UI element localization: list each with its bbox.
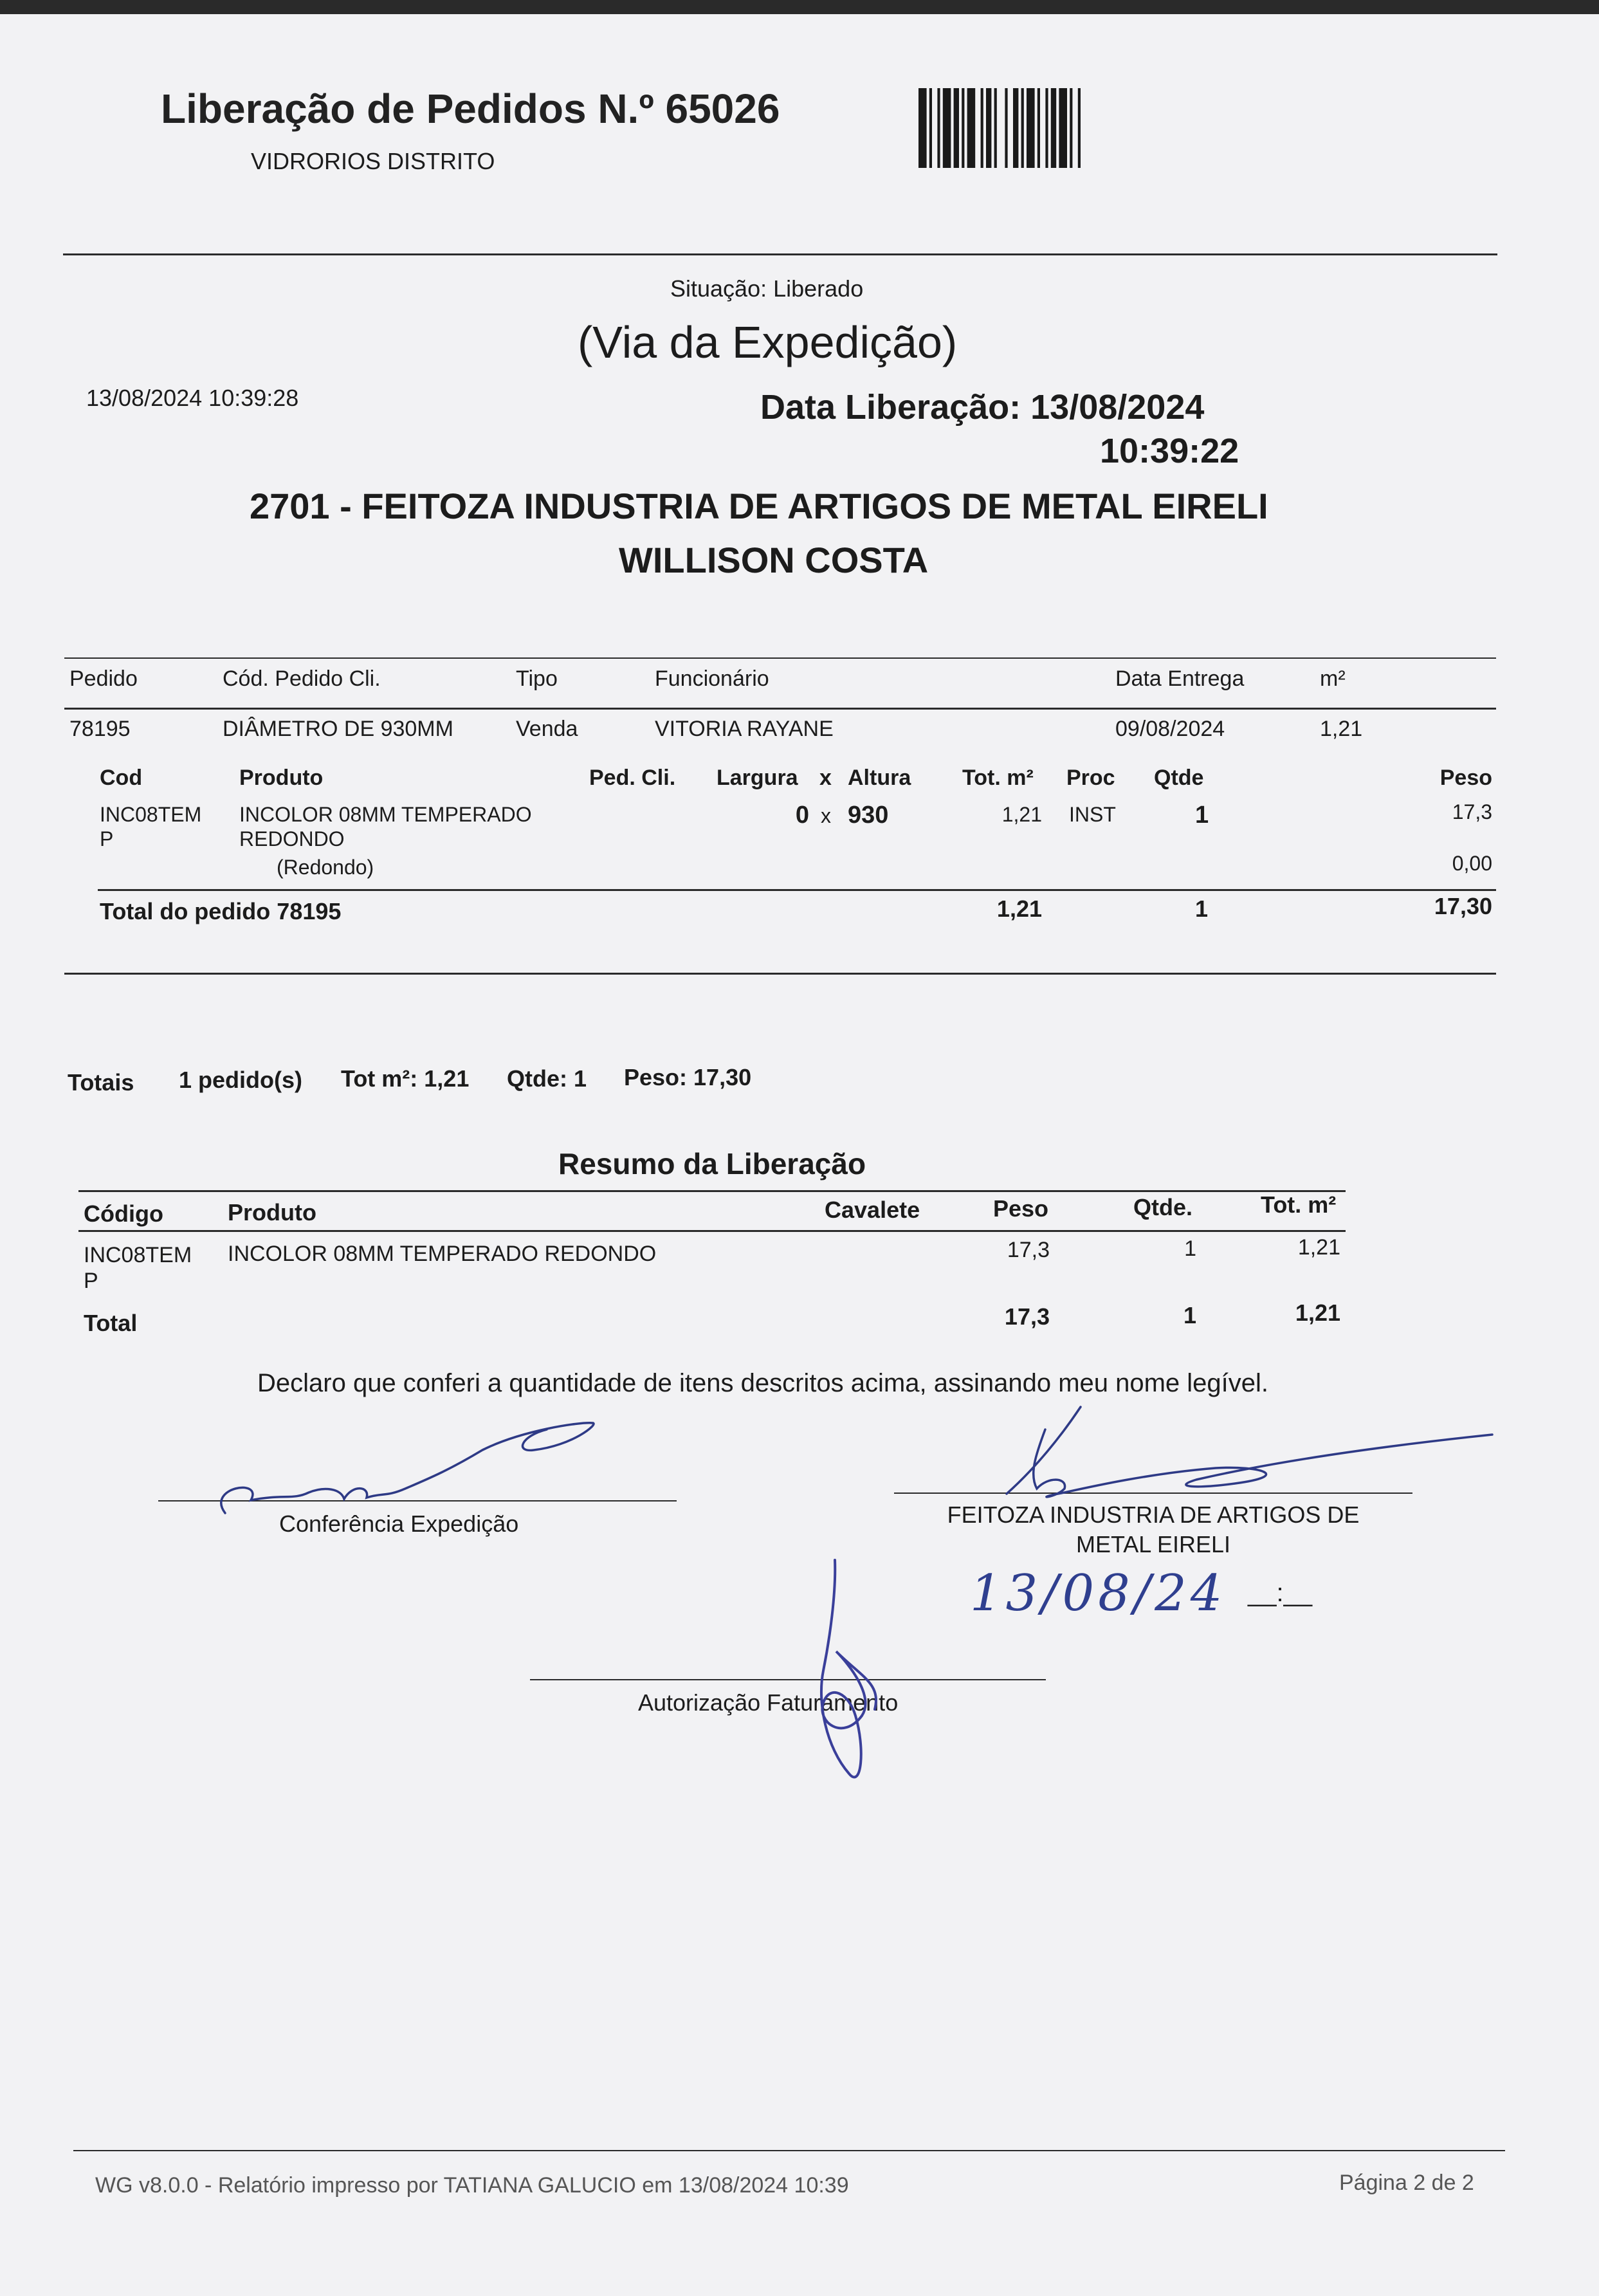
print-datetime: 13/08/2024 10:39:28 (86, 385, 299, 411)
order-cod-cli: DIÂMETRO DE 930MM (223, 717, 453, 741)
col-header-cod-cli: Cód. Pedido Cli. (223, 666, 381, 691)
handwritten-date: 13/08/24 (970, 1565, 1227, 1622)
summary-qtde: 1 (1184, 1236, 1196, 1261)
order-total-m2: 1,21 (996, 895, 1042, 922)
order-total-peso: 17,30 (1434, 893, 1492, 919)
summary-total-label: Total (84, 1310, 138, 1336)
order-section-end-rule (64, 973, 1496, 975)
barcode-icon (918, 88, 1169, 168)
autorizacao-signature-line (530, 1679, 1046, 1680)
summary-header-peso: Peso (993, 1195, 1049, 1222)
footer-page-number: Página 2 de 2 (1339, 2171, 1474, 2195)
totals-tot-m2: Tot m²: 1,21 (341, 1065, 470, 1092)
release-date: Data Liberação: 13/08/2024 (760, 388, 1205, 427)
item-header-qtde: Qtde (1154, 766, 1204, 790)
summary-codigo-line2: P (84, 1269, 98, 1293)
company-name: VIDRORIOS DISTRITO (251, 148, 495, 174)
client-contact: WILLISON COSTA (619, 540, 929, 580)
summary-header-rule (78, 1230, 1346, 1232)
items-total-rule (98, 889, 1496, 891)
item-header-x: x (819, 766, 832, 790)
item-cod-line1: INC08TEM (100, 803, 202, 826)
time-placeholder: __:__ (1248, 1579, 1313, 1607)
status-text: Situação: Liberado (670, 275, 864, 302)
totals-peso: Peso: 17,30 (624, 1064, 752, 1090)
col-header-m2: m² (1320, 666, 1346, 691)
conferencia-signature (212, 1417, 662, 1526)
col-header-pedido: Pedido (69, 666, 138, 691)
item-x: x (821, 804, 831, 827)
totals-qtde: Qtde: 1 (507, 1065, 587, 1092)
client-signature (939, 1404, 1505, 1500)
footer-left: WG v8.0.0 - Relatório impresso por TATIANA GALUCIO em 13/08/2024 10:39 (95, 2173, 849, 2198)
order-m2: 1,21 (1320, 717, 1363, 741)
col-header-data-entrega: Data Entrega (1115, 666, 1245, 691)
document-title: Liberação de Pedidos N.º 65026 (161, 86, 780, 132)
summary-produto: INCOLOR 08MM TEMPERADO REDONDO (228, 1242, 657, 1266)
order-table-top-rule (64, 657, 1496, 659)
item-altura: 930 (848, 802, 889, 829)
summary-header-codigo: Código (84, 1200, 163, 1227)
summary-codigo-line1: INC08TEM (84, 1243, 192, 1267)
summary-header-produto: Produto (228, 1199, 316, 1226)
item-produto-line3: (Redondo) (277, 856, 374, 879)
item-tot-m2: 1,21 (1001, 803, 1042, 826)
summary-header-cavalete: Cavalete (825, 1197, 920, 1223)
item-peso: 17,3 (1452, 800, 1492, 823)
item-produto-line2: REDONDO (239, 827, 345, 850)
summary-title: Resumo da Liberação (558, 1147, 866, 1180)
item-produto-line1: INCOLOR 08MM TEMPERADO (239, 803, 532, 826)
order-table-header-rule (64, 708, 1496, 710)
order-pedido: 78195 (69, 717, 131, 741)
item-header-peso: Peso (1439, 766, 1492, 790)
item-header-largura: Largura (717, 766, 798, 790)
summary-top-rule (78, 1190, 1346, 1192)
item-header-proc: Proc (1066, 766, 1115, 790)
summary-header-qtde: Qtde. (1133, 1194, 1193, 1220)
item-cod-line2: P (100, 827, 114, 850)
autorizacao-signature (804, 1555, 894, 1786)
order-tipo: Venda (516, 717, 578, 741)
client-signature-name-line1: FEITOZA INDUSTRIA DE ARTIGOS DE (947, 1502, 1360, 1528)
summary-total-qtde: 1 (1183, 1302, 1196, 1328)
item-header-produto: Produto (239, 766, 324, 790)
item-proc: INST (1069, 803, 1116, 826)
item-header-cod: Cod (100, 766, 143, 790)
summary-tot-m2: 1,21 (1297, 1235, 1340, 1260)
item-header-tot-m2: Tot. m² (962, 766, 1034, 790)
order-data-entrega: 09/08/2024 (1115, 717, 1225, 741)
item-peso-extra: 0,00 (1452, 852, 1492, 875)
conferencia-label: Conferência Expedição (279, 1511, 519, 1537)
item-qtde: 1 (1195, 802, 1209, 829)
document-page (0, 14, 1599, 2296)
declaration-text: Declaro que conferi a quantidade de itens descritos acima, assinando meu nome legível. (257, 1369, 1269, 1397)
release-time: 10:39:22 (1100, 432, 1239, 470)
item-header-altura: Altura (848, 766, 911, 790)
summary-peso: 17,3 (1007, 1238, 1050, 1262)
item-header-ped-cli: Ped. Cli. (589, 766, 676, 790)
copy-label: (Via da Expedição) (578, 317, 958, 367)
order-total-label: Total do pedido 78195 (100, 898, 342, 924)
footer-rule (73, 2150, 1505, 2151)
header-divider (63, 253, 1497, 255)
client-signature-name-line2: METAL EIRELI (1075, 1531, 1231, 1557)
totals-pedidos: 1 pedido(s) (179, 1067, 303, 1093)
totals-label: Totais (68, 1069, 134, 1096)
item-largura: 0 (795, 802, 809, 829)
summary-header-tot-m2: Tot. m² (1261, 1191, 1337, 1218)
col-header-funcionario: Funcionário (655, 666, 769, 691)
order-total-qtde: 1 (1195, 895, 1209, 922)
order-funcionario: VITORIA RAYANE (655, 717, 834, 741)
summary-total-tot-m2: 1,21 (1295, 1300, 1340, 1326)
autorizacao-label: Autorização Faturamento (638, 1689, 899, 1716)
client-line: 2701 - FEITOZA INDUSTRIA DE ARTIGOS DE METAL EIRELI (250, 486, 1268, 526)
summary-total-peso: 17,3 (1004, 1303, 1050, 1330)
col-header-tipo: Tipo (516, 666, 558, 691)
